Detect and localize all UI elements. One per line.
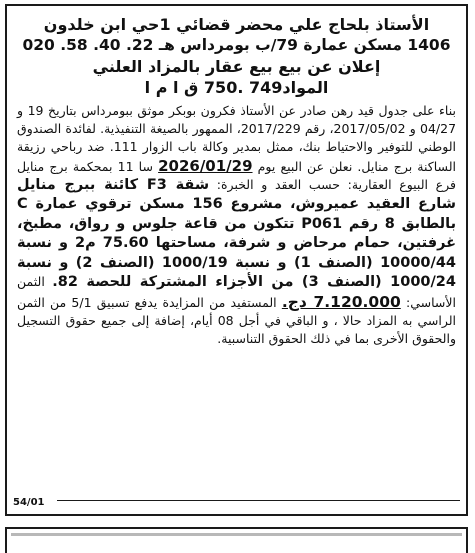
notice-title: إعلان عن بيع بيع عقار بالمزاد العلني xyxy=(92,57,381,76)
sale-date: 2026/01/29 xyxy=(158,156,253,175)
next-notice-rule xyxy=(11,533,462,536)
auction-notice xyxy=(5,4,468,516)
notice-code: 54/01 xyxy=(13,497,45,508)
footer-divider xyxy=(57,500,460,501)
after-date-text: سا 11 بمحكمة برج منايل فرع البيوع العقارية: حسب العقد و الخبرة: xyxy=(17,158,456,192)
property-description: شقة F3 كائنة ببرج منايل شارع العقيد عميروش، مشروع 156 مسكن ترقوي عمارة C بالطابق 8 رقم P061 تتكون من قاعة جلوس و رواق، مطبخ، غرفتين، حمام مرحاض و شرفة، مساحتها 75.60 م2 و نسبة 10000/44 (الصنف 1) و نسبة 1000/19 (الصنف 2) و نسبة 1000/24 (الصنف 3) من الأجزاء المشتركة للحصة 82. xyxy=(17,176,457,291)
bailiff-address-line: 1406 مسكن عمارة 79/ب بومرداس هـ 22. 40. 58. 020 xyxy=(22,36,451,54)
base-price-label: الثمن الأساسي: xyxy=(17,274,456,310)
closing-text: المستفيد من المزايدة يدفع تسبيق 5/1 من الثمن الراسي به المزاد حالا ، و الباقي في أجل 08 أيام، إضافة إلى جميع حقوق التسجيل والحقوق الأخرى بما في ذلك الحقوق التناسبية. xyxy=(17,294,457,347)
notice-body xyxy=(17,102,456,348)
legal-articles-line: المواد749 .750 ق ا م ا xyxy=(144,78,329,97)
intro-text: بناء على جدول قيد رهن صادر عن الأستاذ فكرون بوبكر موثق ببومرداس بتاريخ 19 و 04/27 و 2017/05/02، رقم 2017/229، الممهور بالصيغة التنفيذية. لفائدة الصندوق الوطني للتوفير والاحتياط بنك، ممثل بمدير وكالة باب الزوار 111. ضد رباحي رزيقة الساكنة برج منايل. نعلن عن البيع يوم xyxy=(17,103,457,174)
next-notice-frame xyxy=(5,527,468,553)
notice-header xyxy=(17,14,456,98)
base-price: 7.120.000 دج. xyxy=(281,292,401,311)
bailiff-name-line: الأستاذ بلحاج علي محضر قضائي 1حي ابن خلدون xyxy=(43,15,430,34)
